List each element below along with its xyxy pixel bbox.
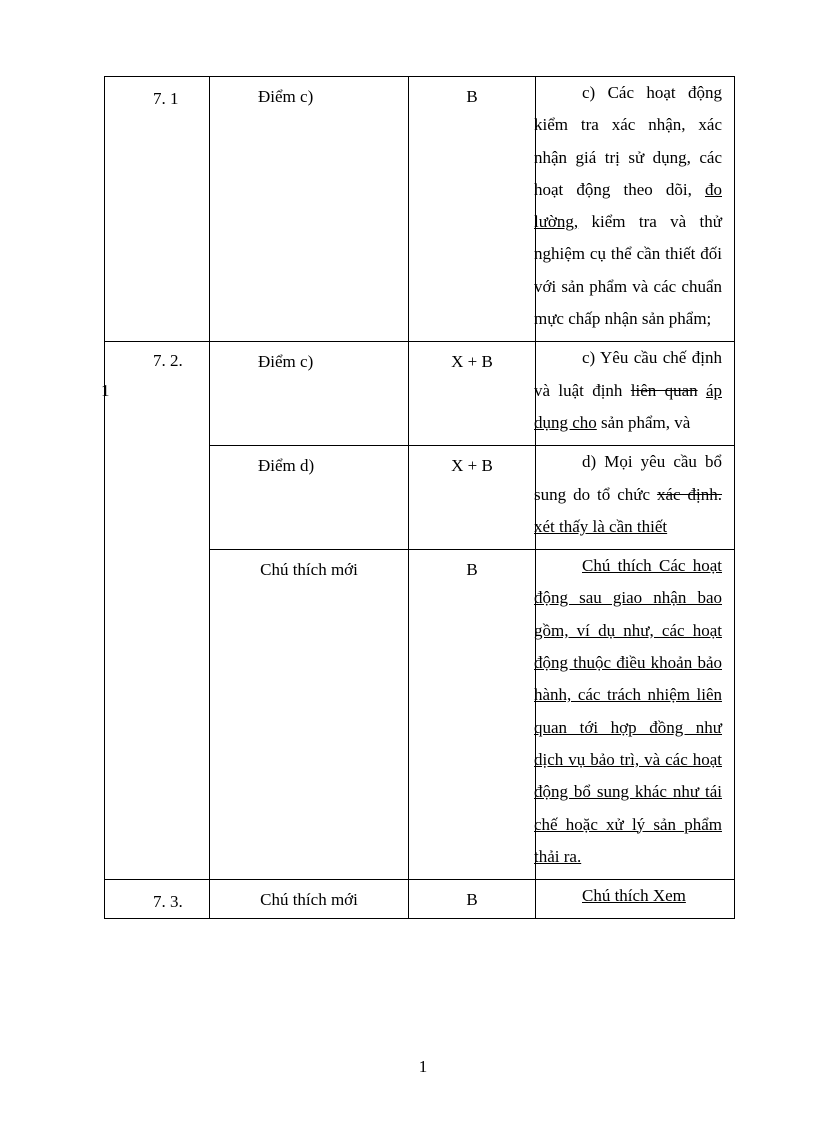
item-cell bbox=[210, 342, 409, 446]
content-text bbox=[534, 77, 734, 341]
content-inserted: Chú thích Xem bbox=[582, 886, 686, 906]
classification-value: X + B bbox=[451, 352, 493, 372]
content-text bbox=[534, 880, 734, 918]
item-cell bbox=[210, 880, 409, 919]
section-number-part: 7. 2. bbox=[153, 351, 183, 371]
section-cell bbox=[101, 342, 210, 880]
content-cell bbox=[536, 880, 735, 919]
item-label: Điểm d) bbox=[258, 456, 315, 476]
classification-value: X + B bbox=[451, 456, 493, 476]
item-label: Chú thích mới bbox=[260, 890, 358, 910]
content-deleted: liên quan bbox=[630, 380, 698, 400]
content-inserted: xét thấy là cần thiết bbox=[534, 516, 668, 536]
classification-cell bbox=[409, 342, 536, 446]
content-inserted: áp dụng cho bbox=[534, 380, 722, 432]
classification-cell bbox=[409, 446, 536, 550]
section-number-wrap: 1 bbox=[101, 381, 110, 401]
content-text bbox=[534, 550, 734, 879]
item-cell bbox=[210, 446, 409, 550]
page-number: 1 bbox=[418, 1057, 428, 1076]
section-number: 7. 1 bbox=[153, 89, 179, 108]
content-plain-tail: sản phẩm, và bbox=[596, 412, 691, 432]
content-cell bbox=[536, 550, 735, 880]
item-cell bbox=[210, 550, 409, 880]
content-cell bbox=[536, 342, 735, 446]
content-cell bbox=[536, 77, 735, 342]
content-deleted: xác định. bbox=[656, 484, 722, 504]
item-label: Chú thích mới bbox=[260, 560, 358, 580]
content-inserted: đo lường, bbox=[534, 179, 722, 232]
table-row bbox=[105, 342, 735, 446]
classification-value: B bbox=[466, 890, 478, 910]
content-text bbox=[534, 342, 734, 445]
clause-comparison-table bbox=[101, 76, 735, 919]
item-cell bbox=[210, 77, 409, 342]
classification-value: B bbox=[466, 560, 478, 580]
content-plain-tail: kiểm tra và thử nghiệm cụ thể cần thiết đối với sản phẩm và các chuẩn mực chấp nhận sản phẩm; bbox=[534, 212, 722, 329]
content-plain: d) Mọi yêu cầu bổ sung do tổ chức bbox=[534, 452, 722, 504]
content-plain: c) Yêu cầu chế định và luật định bbox=[534, 348, 722, 400]
content-space bbox=[698, 381, 706, 400]
table-row bbox=[105, 880, 735, 919]
classification-cell bbox=[409, 77, 536, 342]
content-text bbox=[534, 446, 734, 549]
table-row bbox=[105, 77, 735, 342]
content-inserted: Chú thích Các hoạt động sau giao nhận bao gồm, ví dụ như, các hoạt động thuộc điều khoản bảo hành, các trách nhiệm liên quan tới hợp đồng như dịch vụ bảo trì, và các hoạt động bổ sung khác như tái chế hoặc xử lý sản phẩm thải ra. bbox=[534, 556, 722, 866]
content-cell bbox=[536, 446, 735, 550]
item-label: Điểm c) bbox=[258, 87, 314, 106]
section-cell bbox=[105, 77, 210, 342]
section-number: 7. 3. bbox=[153, 892, 183, 912]
item-label: Điểm c) bbox=[258, 352, 314, 372]
section-number bbox=[101, 342, 209, 406]
content-plain: c) Các hoạt động kiểm tra xác nhận, xác nhận giá trị sử dụng, các hoạt động theo dõi, bbox=[534, 83, 722, 199]
classification-cell bbox=[409, 550, 536, 880]
section-cell bbox=[105, 880, 210, 919]
classification-cell bbox=[409, 880, 536, 919]
classification-value: B bbox=[466, 87, 478, 106]
